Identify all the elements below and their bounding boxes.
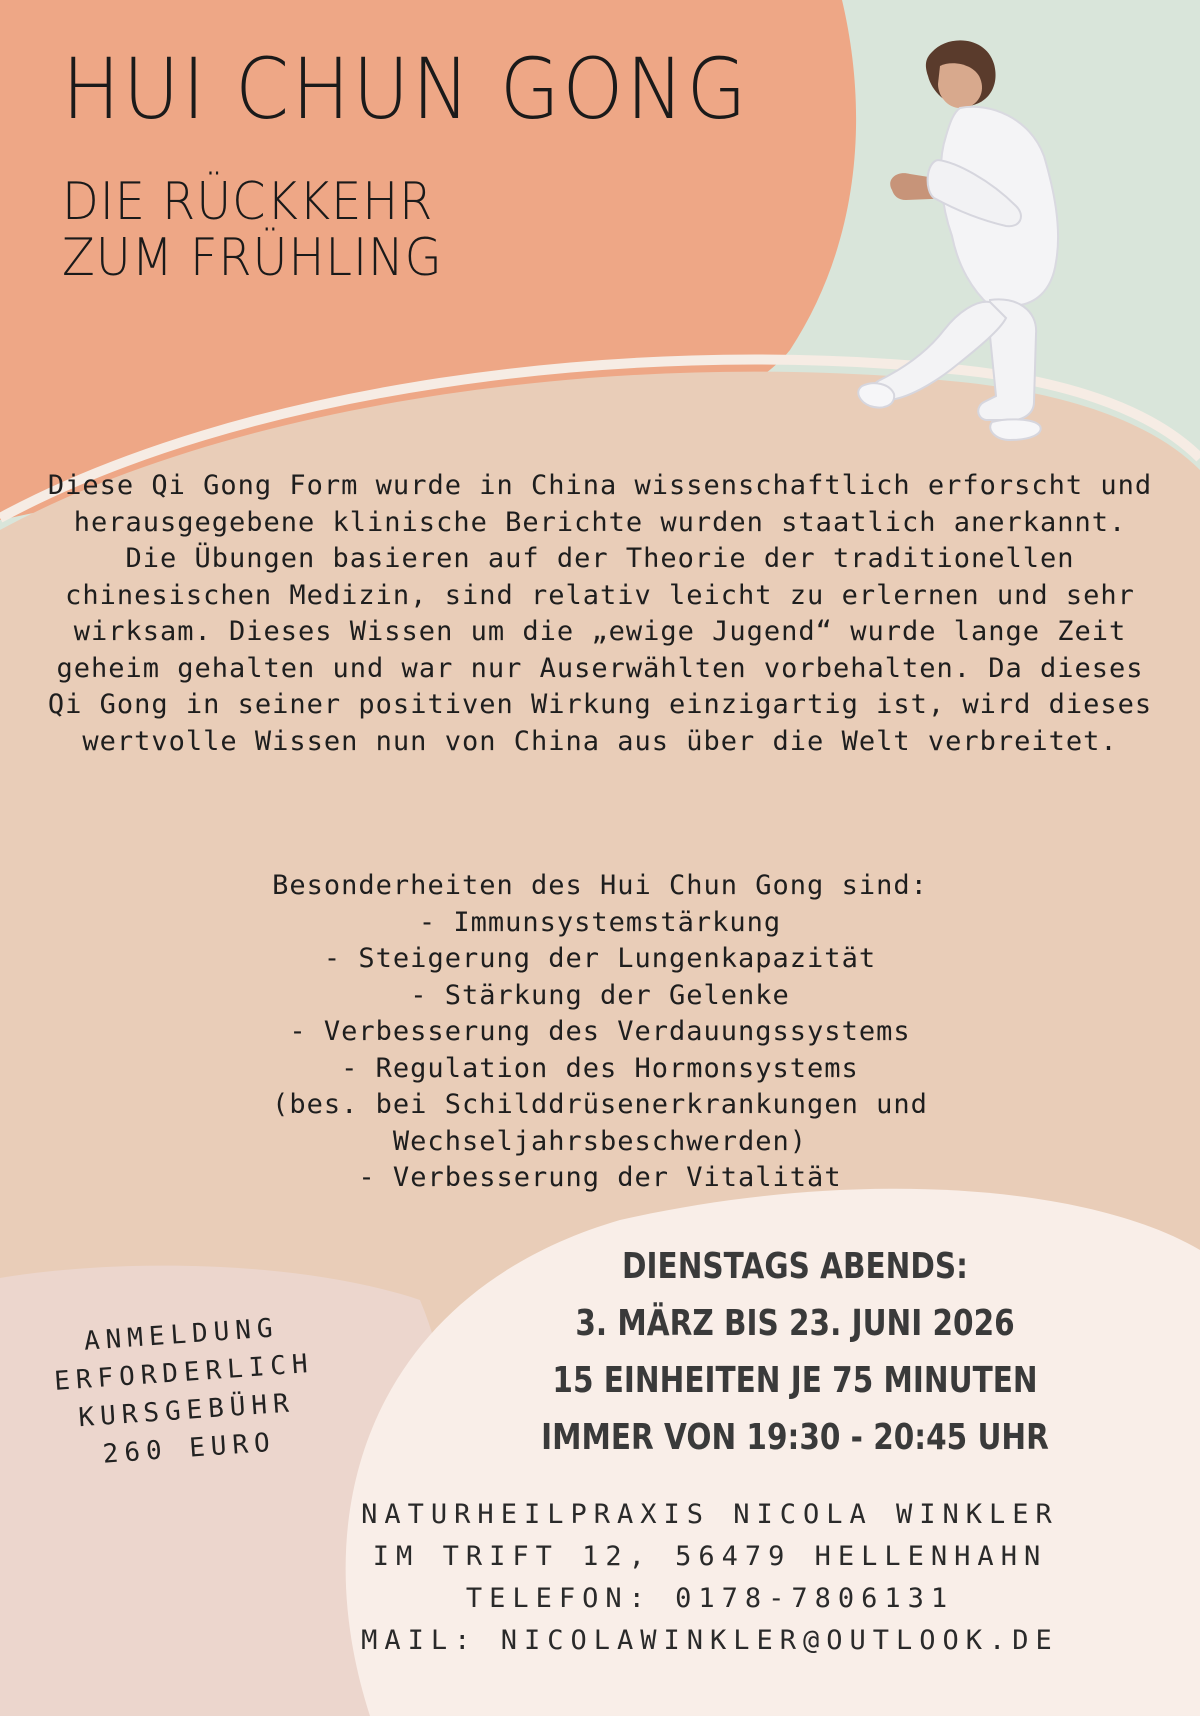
schedule-block <box>496 1238 1095 1466</box>
schedule-time: IMMER VON 19:30 - 20:45 UHR <box>541 1417 1049 1458</box>
page-subtitle <box>62 174 443 286</box>
features-heading: Besonderheiten des Hui Chun Gong sind: <box>272 870 928 901</box>
intro-text <box>40 468 1160 760</box>
email-address[interactable]: MAIL: NICOLAWINKLER@OUTLOOK.DE <box>361 1625 1059 1656</box>
qi-gong-figure-photo <box>840 30 1170 470</box>
subtitle-line-2: ZUM FRÜHLING <box>62 228 443 288</box>
page-title: HUI CHUN GONG <box>62 40 750 138</box>
practice-address: IM TRIFT 12, 56479 HELLENHAHN <box>372 1541 1048 1572</box>
feature-item: (bes. bei Schilddrüsenerkrankungen und <box>272 1089 928 1120</box>
registration-line-2: ERFORDERLICH <box>53 1348 315 1397</box>
registration-block <box>30 1306 340 1479</box>
intro-paragraph-1: Diese Qi Gong Form wurde in China wissenschaftlich erforscht und herausgegebene klinische Berichte wurden staatlich anerkannt. <box>47 470 1153 538</box>
feature-item: Wechseljahrsbeschwerden) <box>392 1125 808 1157</box>
feature-item: - Verbesserung der Vitalität <box>358 1162 842 1193</box>
subtitle-line-1: DIE RÜCKKEHR <box>62 172 434 232</box>
registration-line-1: ANMELDUNG <box>83 1313 280 1357</box>
practice-name: NATURHEILPRAXIS NICOLA WINKLER <box>361 1499 1059 1530</box>
schedule-dates: 3. MÄRZ BIS 23. JUNI 2026 <box>575 1303 1015 1344</box>
figure-silhouette <box>840 40 1150 440</box>
schedule-days: DIENSTAGS ABENDS: <box>622 1246 968 1287</box>
features-list <box>40 905 1160 1197</box>
feature-item: - Stärkung der Gelenke <box>410 979 790 1011</box>
feature-item: - Regulation des Hormonsystems <box>341 1052 859 1084</box>
schedule-units: 15 EINHEITEN JE 75 MINUTEN <box>552 1360 1038 1401</box>
feature-item: - Steigerung der Lungenkapazität <box>323 943 877 974</box>
feature-item: - Immunsystemstärkung <box>418 906 782 938</box>
phone-number[interactable]: TELEFON: 0178-7806131 <box>465 1583 955 1614</box>
course-fee-amount: 260 EURO <box>101 1427 277 1470</box>
contact-block <box>300 1494 1120 1662</box>
figure-foot-back <box>990 419 1040 440</box>
course-fee-label: KURSGEBÜHR <box>77 1388 296 1434</box>
feature-item: - Verbesserung des Verdauungssystems <box>289 1016 911 1047</box>
features-section <box>40 868 1160 1197</box>
intro-paragraph-2: Die Übungen basieren auf der Theorie der traditionellen chinesischen Medizin, sind relativ leicht zu erlernen und sehr wirksam. Dieses Wissen um die „ewige Jugend“ wurde lange Zeit geheim gehalten und war nur Auserwählten vorbehalten. Da dieses Qi Gong in seiner positiven Wirkung einzigartig ist, wird dieses wertvolle Wissen nun von China aus über die Welt verbreitet. <box>47 543 1153 757</box>
